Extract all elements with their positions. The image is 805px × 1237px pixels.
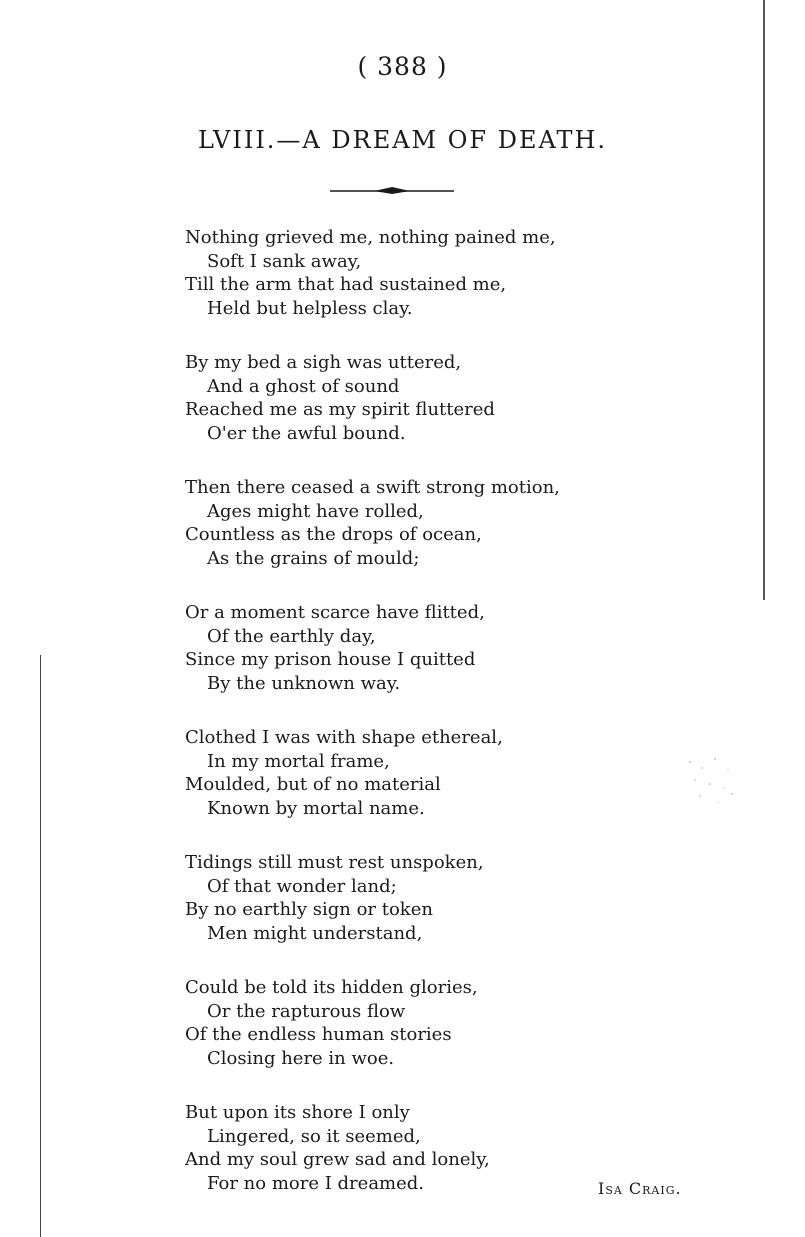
poem-line: Men might understand, bbox=[207, 922, 423, 944]
poem-line: Then there ceased a swift strong motion, bbox=[185, 477, 560, 498]
stanza bbox=[185, 351, 625, 445]
poem-line: Lingered, so it seemed, bbox=[207, 1125, 421, 1147]
poem-line: Held but helpless clay. bbox=[207, 297, 413, 319]
stanza bbox=[185, 476, 625, 570]
poem-line: Ages might have rolled, bbox=[207, 500, 424, 522]
poem-line: Of the earthly day, bbox=[207, 625, 376, 647]
poem-line: By no earthly sign or token bbox=[185, 899, 433, 920]
poem-line: Countless as the drops of ocean, bbox=[185, 524, 482, 545]
poem-line: Clothed I was with shape ethereal, bbox=[185, 727, 503, 748]
author-attribution: Isa Craig. bbox=[598, 1179, 682, 1198]
poem-line: Of that wonder land; bbox=[207, 875, 397, 897]
poem-body bbox=[185, 226, 625, 1226]
poem-line: Tidings still must rest unspoken, bbox=[185, 852, 484, 873]
paper-specks bbox=[680, 750, 740, 810]
stanza bbox=[185, 976, 625, 1070]
poem-line: And my soul grew sad and lonely, bbox=[185, 1149, 490, 1170]
poem-line: Reached me as my spirit fluttered bbox=[185, 399, 495, 420]
poem-line: Closing here in woe. bbox=[207, 1047, 395, 1069]
poem-line: In my mortal frame, bbox=[207, 750, 390, 772]
poem-title: LVIII.—A DREAM OF DEATH. bbox=[197, 126, 608, 154]
poem-line: As the grains of mould; bbox=[207, 547, 420, 569]
poem-line: And a ghost of sound bbox=[207, 375, 400, 397]
poem-line: Till the arm that had sustained me, bbox=[185, 274, 507, 295]
poem-line: Soft I sank away, bbox=[207, 250, 362, 272]
stanza bbox=[185, 726, 625, 820]
stanza bbox=[185, 851, 625, 945]
poem-line: By my bed a sigh was uttered, bbox=[185, 352, 462, 373]
page-number: ( 388 ) bbox=[357, 52, 448, 81]
poem-line: Could be told its hidden glories, bbox=[185, 977, 478, 998]
title-ornament-rule bbox=[330, 183, 454, 199]
poem-line: Known by mortal name. bbox=[207, 797, 425, 819]
poem-line: Or a moment scarce have flitted, bbox=[185, 602, 485, 623]
page-edge-shadow-right bbox=[763, 0, 765, 600]
poem-line: Or the rapturous flow bbox=[207, 1000, 406, 1022]
stanza bbox=[185, 226, 625, 320]
poem-line: O'er the awful bound. bbox=[207, 422, 406, 444]
poem-line: Moulded, but of no material bbox=[185, 774, 441, 795]
poem-line: Of the endless human stories bbox=[185, 1024, 452, 1045]
page-edge-shadow-left bbox=[40, 655, 41, 1237]
stanza bbox=[185, 1101, 625, 1195]
poem-line: By the unknown way. bbox=[207, 672, 401, 694]
poem-line: But upon its shore I only bbox=[185, 1102, 410, 1123]
stanza bbox=[185, 601, 625, 695]
poem-line: Nothing grieved me, nothing pained me, bbox=[185, 227, 556, 248]
poem-line: For no more I dreamed. bbox=[207, 1172, 425, 1194]
poem-line: Since my prison house I quitted bbox=[185, 649, 476, 670]
